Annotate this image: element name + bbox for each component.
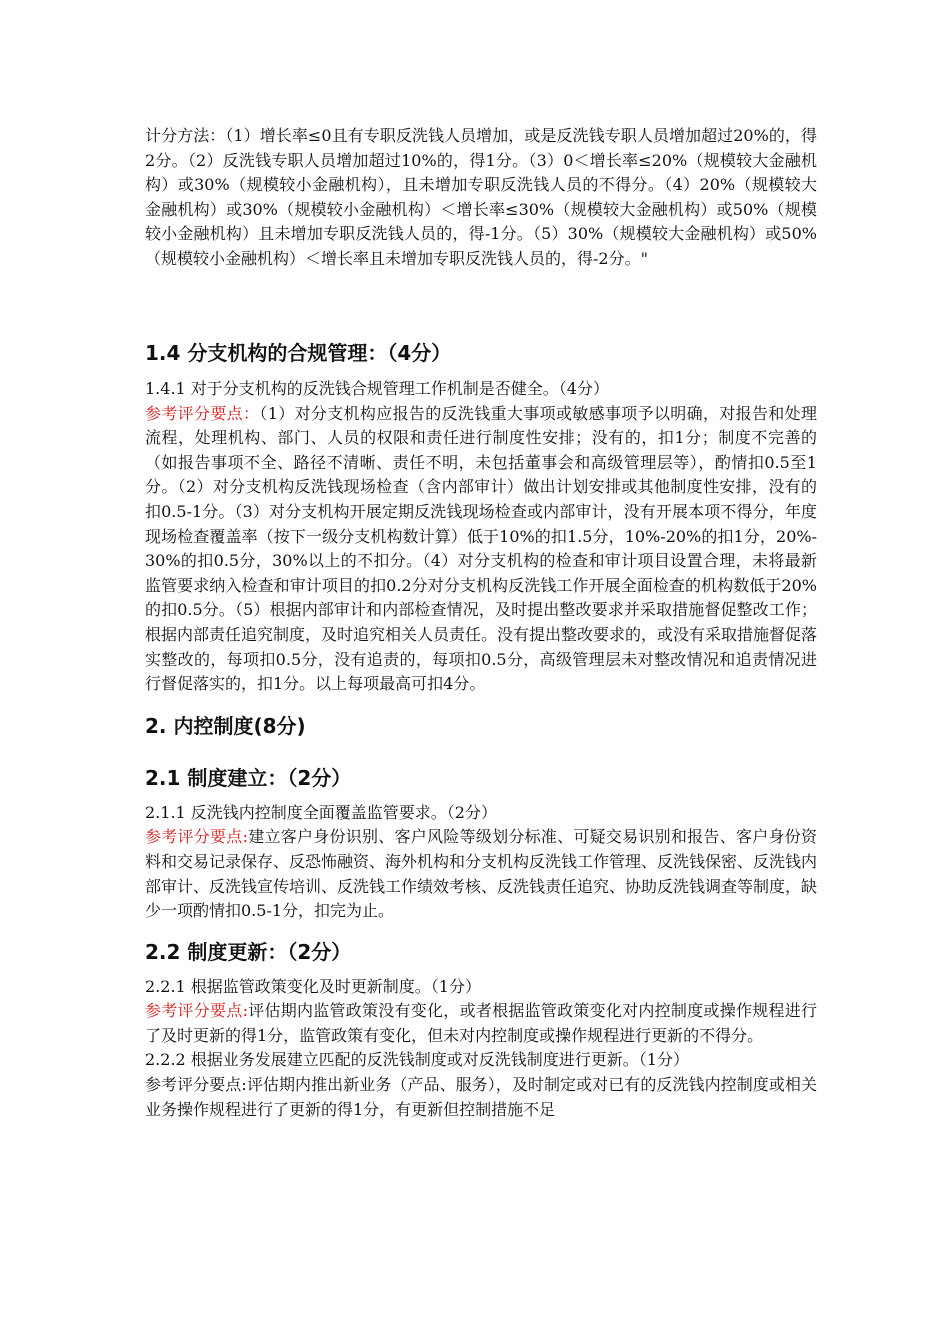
item-1-4-1-criteria (145, 402, 817, 697)
item-2-1-1-criteria (145, 825, 817, 923)
criteria-label: 参考评分要点 (145, 1075, 242, 1095)
item-2-1-1-title: 2.1.1 反洗钱内控制度全面覆盖监管要求。（2分） (145, 802, 497, 822)
criteria-text: 评估期内推出新业务（产品、服务），及时制定或对已有的反洗钱内控制度或相关业务操作规程进行了更新的得1分，有更新但控制措施不足 (145, 1075, 817, 1119)
criteria-colon: : (242, 1001, 248, 1021)
section-2-2-heading: 2.2 制度更新：（2分） (145, 939, 352, 964)
section-2-1-heading: 2.1 制度建立：（2分） (145, 765, 352, 790)
section-1-4-heading: 1.4 分支机构的合规管理：（4分） (145, 341, 452, 365)
criteria-label: 参考评分要点 (145, 403, 244, 423)
criteria-colon: : (242, 827, 248, 847)
item-1-4-1-title: 1.4.1 对于分支机构的反洗钱合规管理工作机制是否健全。（4分） (145, 379, 609, 398)
item-2-2-1-criteria (145, 999, 817, 1048)
criteria-label: 参考评分要点 (145, 827, 243, 847)
scoring-method-paragraph: 计分方法：（1）增长率≤0且有专职反洗钱人员增加，或是反洗钱专职人员增加超过20%的，得2分。（2）反洗钱专职人员增加超过10%的，得1分。（3）0＜增长率≤20%（规模较大金融机构）或30%（规模较小金融机构），且未增加专职反洗钱人员的不得分。（4）20%（规模较大金融机构）或30%（规模较小金融机构）＜增长率≤30%（规模较大金融机构）或50%（规模较小金融机构）且未增加专职反洗钱人员的，得-1分。（5）30%（规模较大金融机构）或50%（规模较小金融机构）＜增长率且未增加专职反洗钱人员的，得-2分。" (145, 126, 817, 268)
criteria-text: 建立客户身份识别、客户风险等级划分标准、可疑交易识别和报告、客户身份资料和交易记录保存、反恐怖融资、海外机构和分支机构反洗钱工作管理、反洗钱保密、反洗钱内部审计、反洗钱宣传培训、反洗钱工作绩效考核、反洗钱责任追究、协助反洗钱调查等制度，缺少一项酌情扣0.5-1分，扣完为止。 (145, 827, 818, 921)
document-body (145, 124, 817, 1122)
item-2-2-2-title: 2.2.2 根据业务发展建立匹配的反洗钱制度或对反洗钱制度进行更新。（1分） (145, 1050, 689, 1070)
criteria-colon: ： (243, 403, 260, 423)
criteria-text: （1）对分支机构应报告的反洗钱重大事项或敏感事项予以明确，对报告和处理流程，处理机构、部门、人员的权限和责任进行制度性安排；没有的，扣1分；制度不完善的（如报告事项不全、路径不清晰、责任不明，未包括董事会和高级管理层等），酌情扣0.5至1分。（2）对分支机构反洗钱现场检查（含内部审计）做出计划安排或其他制度性安排，没有的扣0.5-1分。（3）对分支机构开展定期反洗钱现场检查或内部审计，没有开展本项不得分，年度现场检查覆盖率（按下一级分支机构数计算）低于10%的扣1.5分，10%-20%的扣1分，20%-30%的扣0.5分，30%以上的不扣分。（4）对分支机构的检查和审计项目设置合理，未将最新监管要求纳入检查和审计项目的扣0.2分对分支机构反洗钱工作开展全面检查的机构数低于20%的扣0.5分。（5）根据内部审计和内部检查情况，及时提出整改要求并采取措施督促整改工作；根据内部责任追究制度，及时追究相关人员责任。没有提出整改要求的，或没有采取措施督促落实整改的，每项扣0.5分，没有追责的，每项扣0.5分，高级管理层未对整改情况和追责情况进行督促落实的，扣1分。以上每项最高可扣4分。 (145, 403, 818, 694)
section-2-heading: 2. 内控制度(8分) (145, 713, 306, 738)
criteria-label: 参考评分要点 (145, 1001, 243, 1021)
criteria-colon: : (241, 1075, 247, 1095)
criteria-text: 评估期内监管政策没有变化，或者根据监管政策变化对内控制度或操作规程进行了及时更新的得1分，监管政策有变化，但未对内控制度或操作规程进行更新的不得分。 (145, 1001, 817, 1045)
item-2-2-1-title: 2.2.1 根据监管政策变化及时更新制度。（1分） (145, 976, 481, 996)
item-2-2-2-criteria (145, 1073, 817, 1122)
